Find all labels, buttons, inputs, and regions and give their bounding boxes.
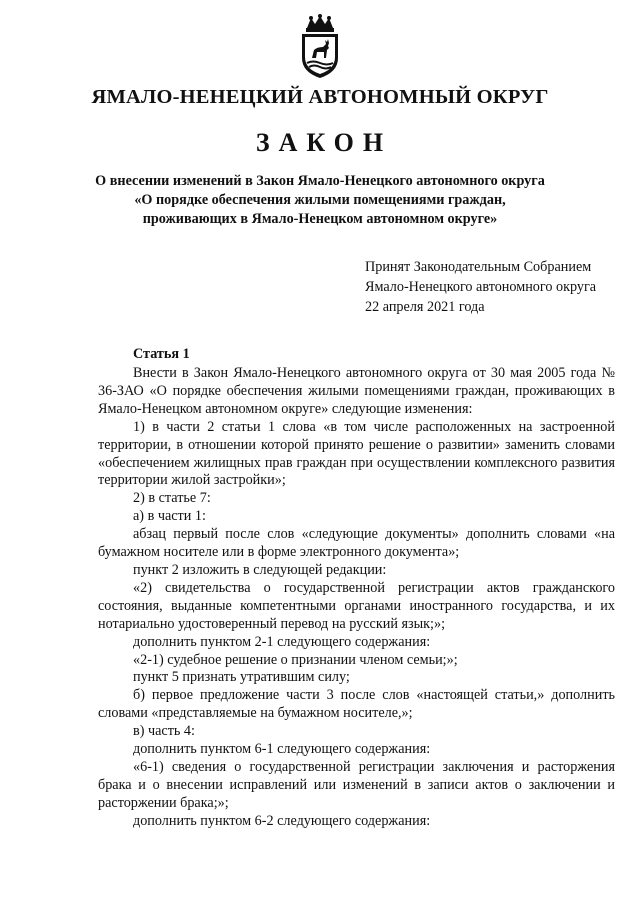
paragraph: в) часть 4: xyxy=(133,723,195,740)
paragraph: дополнить пунктом 2-1 следующего содержания: xyxy=(133,633,431,650)
subject-line: «О порядке обеспечения жилыми помещениями граждан, xyxy=(134,192,506,208)
adoption-line: Принят Законодательным Собранием xyxy=(365,259,592,275)
paragraph: Внести в Закон Ямало-Ненецкого автономного округа от 30 мая 2005 года № 36-ЗАО «О порядке обеспечения жилыми помещениями граждан, проживающих в Ямало-Ненецком автономном округе» следующие изменения: xyxy=(98,365,615,417)
paragraph: б) первое предложение части 3 после слов «настоящей статьи,» дополнить словами «представляемые на бумажном носителе,»; xyxy=(98,687,615,722)
paragraph: «2) свидетельства о государственной регистрации актов гражданского состояния, выданные компетентными органами иностранного государства, и их нотариально удостоверенный перевод на русский язык;»; xyxy=(98,579,615,632)
paragraph: абзац первый после слов «следующие документы» дополнить словами «на бумажном носителе или в форме электронного документа»; xyxy=(98,526,615,561)
paragraph: 2) в статье 7: xyxy=(133,490,211,507)
coat-of-arms-emblem xyxy=(295,14,345,80)
paragraph: «2-1) судебное решение о признании членом семьи;»; xyxy=(133,651,458,668)
paragraph: пункт 5 признать утратившим силу; xyxy=(133,669,350,686)
subject-line: проживающих в Ямало-Ненецком автономном округе» xyxy=(142,211,498,227)
paragraph: дополнить пунктом 6-1 следующего содержания: xyxy=(133,741,431,758)
adoption-date: 22 апреля 2021 года xyxy=(365,299,485,315)
paragraph: пункт 2 изложить в следующей редакции: xyxy=(133,561,387,578)
document-type-title: ЗАКОН xyxy=(255,128,393,157)
subject-line: О внесении изменений в Закон Ямало-Ненецкого автономного округа xyxy=(95,173,545,189)
paragraph: дополнить пунктом 6-2 следующего содержания: xyxy=(133,812,431,829)
law-body xyxy=(98,344,615,831)
paragraph: «6-1) сведения о государственной регистрации заключения и расторжения брака и о внесении исправлений или изменений в записи актов о заключении и расторжении брака;»; xyxy=(98,758,615,811)
adoption-note xyxy=(365,257,596,317)
paragraph: 1) в части 2 статьи 1 слова «в том числе расположенных на застроенной территории, в отношении которой принято решение о развитии» заменить словами «обеспечением жилищных прав граждан при осуществлении комплексного развития территории жилой застройки»; xyxy=(98,418,615,489)
article-heading: Статья 1 xyxy=(133,346,190,362)
paragraph: а) в части 1: xyxy=(133,508,206,525)
adoption-line: Ямало-Ненецкого автономного округа xyxy=(365,279,597,295)
law-subject xyxy=(60,172,580,229)
region-title: ЯМАЛО-НЕНЕЦКИЙ АВТОНОМНЫЙ ОКРУГ xyxy=(91,86,549,108)
